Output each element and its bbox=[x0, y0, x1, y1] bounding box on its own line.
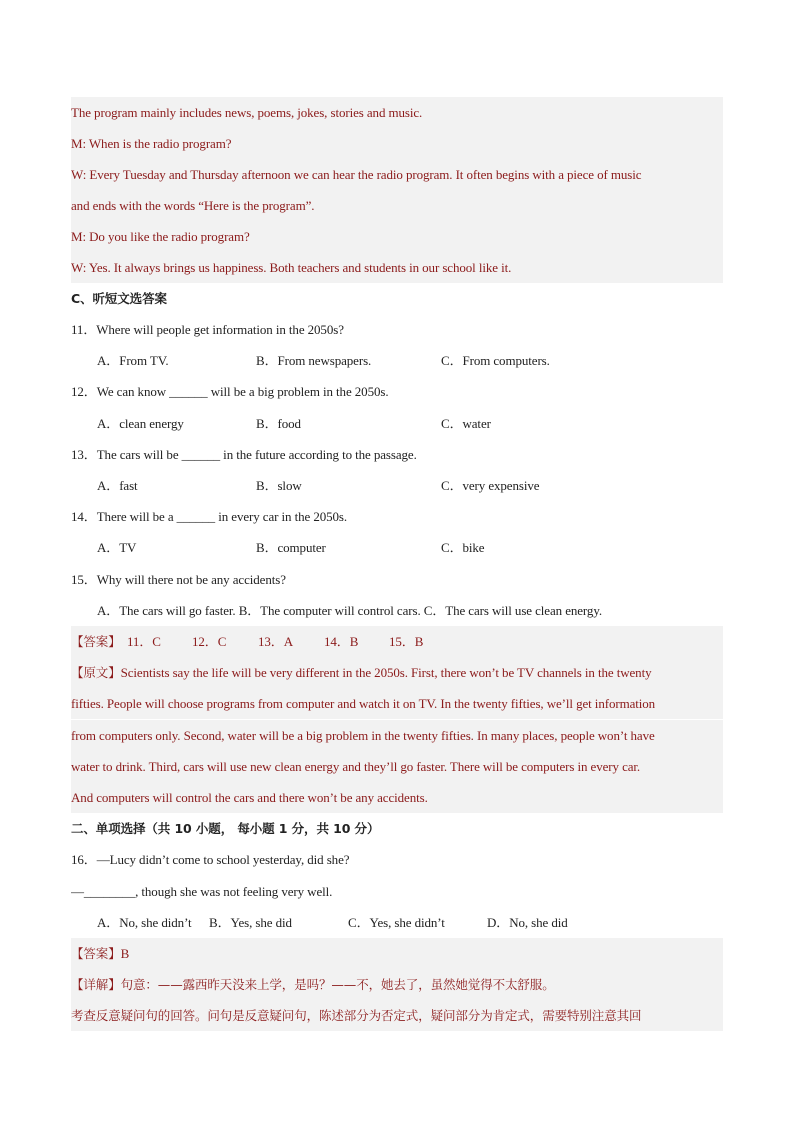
question-options bbox=[71, 595, 723, 626]
option-c: C．very expensive bbox=[441, 478, 540, 493]
answer-label: 【答案】 bbox=[71, 946, 121, 961]
option-a: A．From TV. bbox=[97, 353, 169, 368]
question-options bbox=[71, 408, 723, 439]
transcript-line: M: When is the radio program? bbox=[71, 128, 723, 159]
answer-item: 11．C bbox=[127, 634, 161, 649]
detail-line bbox=[71, 969, 723, 1000]
original-text: Scientists say the life will be very different in the 2050s. First, there won’t be TV channels in the twenty bbox=[120, 665, 652, 680]
original-text-line: from computers only. Second, water will be a big problem in the twenty fifties. In many places, people won’t have bbox=[71, 720, 723, 751]
original-text-line: fifties. People will choose programs from computer and watch it on TV. In the twenty fifties, we’ll get information bbox=[71, 688, 723, 719]
option-c: C．water bbox=[441, 416, 491, 431]
option-d: D．No, she did bbox=[487, 915, 568, 930]
question-stem: 16．—Lucy didn’t come to school yesterday, did she? bbox=[71, 852, 350, 867]
detail-text: 句意：——露西昨天没来上学，是吗？——不，她去了，虽然她觉得不太舒服。 bbox=[120, 977, 555, 992]
original-text-line bbox=[71, 657, 723, 688]
answer-value: B bbox=[120, 946, 130, 961]
question-reply: —________, though she was not feeling very well. bbox=[71, 884, 333, 899]
question-stem: 15．Why will there not be any accidents? bbox=[71, 572, 286, 587]
option-c: C．bike bbox=[441, 540, 485, 555]
answer-row bbox=[71, 938, 723, 969]
option-c: C．From computers. bbox=[441, 353, 550, 368]
transcript-line: and ends with the words “Here is the program”. bbox=[71, 190, 723, 221]
options-line: A．The cars will go faster. B．The computer will control cars. C．The cars will use clean energy. bbox=[97, 603, 603, 618]
section-heading: 二、单项选择（共 10 小题， 每小题 1 分，共 10 分） bbox=[71, 821, 380, 836]
transcript-line: W: Yes. It always brings us happiness. Both teachers and students in our school like it. bbox=[71, 252, 723, 283]
section-heading: C、听短文选答案 bbox=[71, 291, 167, 306]
option-c: C．Yes, she didn’t bbox=[348, 915, 445, 930]
transcript-line: The program mainly includes news, poems, jokes, stories and music. bbox=[71, 97, 723, 128]
option-b: B．slow bbox=[256, 478, 302, 493]
original-text-line: water to drink. Third, cars will use new clean energy and they’ll go faster. There will be computers in every car. bbox=[71, 751, 723, 782]
detail-line: 考查反意疑问句的回答。问句是反意疑问句，陈述部分为否定式，疑问部分为肯定式，需要特别注意其回 bbox=[71, 1000, 723, 1031]
question-stem: 11．Where will people get information in the 2050s? bbox=[71, 322, 344, 337]
original-label: 【原文】 bbox=[71, 665, 121, 680]
transcript-line: W: Every Tuesday and Thursday afternoon we can hear the radio program. It often begins with a piece of music bbox=[71, 159, 723, 190]
option-b: B．food bbox=[256, 416, 301, 431]
question-options bbox=[71, 470, 723, 501]
option-a: A．clean energy bbox=[97, 416, 184, 431]
option-b: B．Yes, she did bbox=[209, 915, 292, 930]
option-a: A．fast bbox=[97, 478, 138, 493]
answer-item: 12．C bbox=[192, 634, 227, 649]
transcript-line: M: Do you like the radio program? bbox=[71, 221, 723, 252]
question-stem: 13．The cars will be ______ in the future according to the passage. bbox=[71, 447, 417, 462]
question-options bbox=[71, 345, 723, 376]
question-options bbox=[71, 907, 723, 938]
original-text-line: And computers will control the cars and there won’t be any accidents. bbox=[71, 782, 723, 813]
option-a: A．TV bbox=[97, 540, 137, 555]
option-b: B．computer bbox=[256, 540, 326, 555]
option-a: A．No, she didn’t bbox=[97, 915, 192, 930]
answer-label: 【答案】 bbox=[71, 634, 121, 649]
question-stem: 12．We can know ______ will be a big problem in the 2050s. bbox=[71, 384, 389, 399]
answer-row bbox=[71, 626, 723, 657]
option-b: B．From newspapers. bbox=[256, 353, 372, 368]
question-options bbox=[71, 532, 723, 563]
answer-item: 13．A bbox=[258, 634, 293, 649]
answer-item: 15．B bbox=[389, 634, 424, 649]
question-stem: 14．There will be a ______ in every car in the 2050s. bbox=[71, 509, 348, 524]
answer-item: 14．B bbox=[324, 634, 359, 649]
detail-label: 【详解】 bbox=[71, 977, 121, 992]
